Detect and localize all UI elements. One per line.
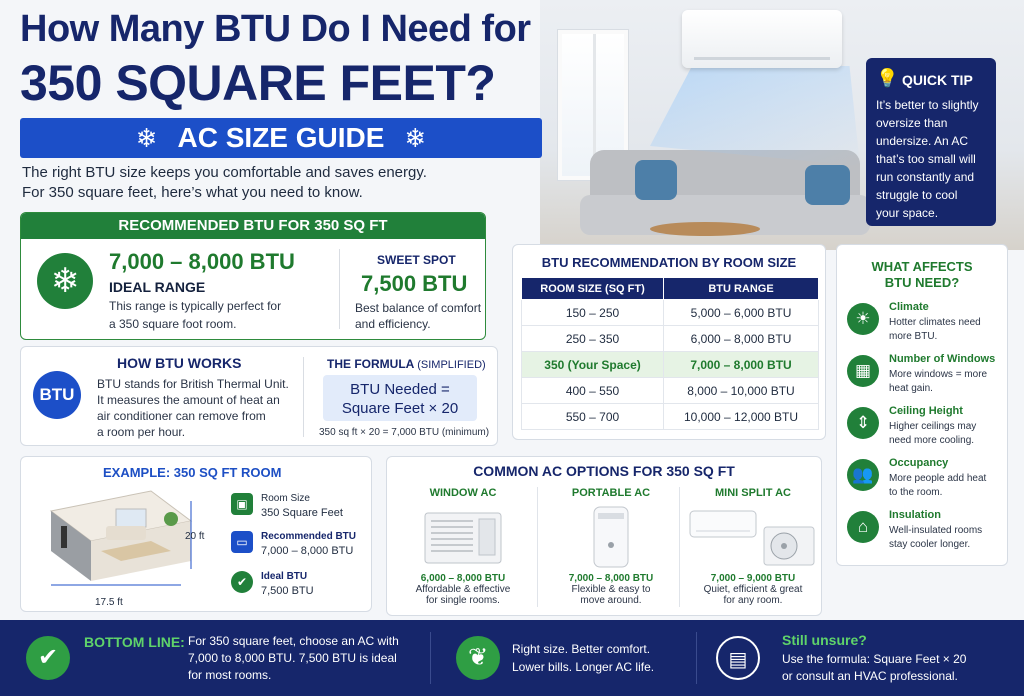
how-btu-title: HOW BTU WORKS xyxy=(117,355,242,371)
sun-icon: ☀ xyxy=(847,303,879,335)
tip-text: struggle to cool xyxy=(876,188,958,202)
window-ac-image xyxy=(423,505,503,569)
still-unsure-text: or consult an HVAC professional. xyxy=(782,669,958,683)
btu-table xyxy=(521,277,819,430)
formula-box xyxy=(323,375,477,421)
ac-options-card xyxy=(386,456,822,616)
table-header: BTU RANGE xyxy=(664,278,819,300)
sweet-spot-value: 7,500 BTU xyxy=(361,271,468,296)
ac-options-title: COMMON AC OPTIONS FOR 350 SQ FT xyxy=(473,463,735,479)
table-title: BTU RECOMMENDATION BY ROOM SIZE xyxy=(541,255,797,270)
bottom-line-text: 7,000 to 8,000 BTU. 7,500 BTU is ideal xyxy=(188,651,397,665)
recommended-heading: RECOMMENDED BTU FOR 350 SQ FT xyxy=(21,213,485,239)
quick-tip-card xyxy=(866,58,996,226)
divider xyxy=(696,632,697,684)
ideal-btu-value: 7,500 BTU xyxy=(261,585,314,597)
table-row xyxy=(522,404,819,430)
guide-banner xyxy=(20,118,542,158)
option-desc: Quiet, efficient & great xyxy=(703,584,803,595)
floor-plan-icon: ▣ xyxy=(231,493,253,515)
affects-item-title: Number of Windows xyxy=(889,353,996,365)
intro-line1: The right BTU size keeps you comfortable and saves energy. xyxy=(22,164,427,181)
table-cell: 8,000 – 10,000 BTU xyxy=(664,378,819,404)
affects-item-text: need more cooling. xyxy=(889,435,975,446)
option-range: 6,000 – 8,000 BTU xyxy=(420,573,506,584)
table-cell: 550 – 700 xyxy=(522,404,664,430)
recommended-btu-card xyxy=(20,212,486,340)
tip-text: run constantly and xyxy=(876,170,975,184)
table-row xyxy=(522,326,819,352)
house-icon: ⌂ xyxy=(847,511,879,543)
formula-title-text: THE FORMULA xyxy=(327,357,414,371)
tip-text: undersize. An AC xyxy=(876,134,969,148)
affects-item-text: stay cooler longer. xyxy=(889,539,971,550)
formula-line1: BTU Needed = xyxy=(350,381,450,398)
affects-item-title: Ceiling Height xyxy=(889,405,963,417)
affects-title: WHAT AFFECTS xyxy=(871,259,973,274)
ideal-range-desc: a 350 square foot room. xyxy=(109,317,237,331)
portable-ac-image xyxy=(586,505,636,569)
option-desc: for any room. xyxy=(723,595,783,606)
table-cell: 150 – 250 xyxy=(522,300,664,326)
table-header: ROOM SIZE (SQ FT) xyxy=(522,278,664,300)
quick-tip-title: QUICK TIP xyxy=(902,72,973,88)
room-width-label: 17.5 ft xyxy=(95,597,123,608)
affects-item-text: Hotter climates need xyxy=(889,317,981,328)
option-name: MINI SPLIT AC xyxy=(715,487,791,499)
leaf-icon: ❦ xyxy=(456,636,500,680)
table-row-highlight xyxy=(522,352,819,378)
tip-text: It’s better to slightly xyxy=(876,98,979,112)
option-range: 7,000 – 8,000 BTU xyxy=(568,573,654,584)
table-cell: 400 – 550 xyxy=(522,378,664,404)
table-cell: 250 – 350 xyxy=(522,326,664,352)
bottom-line-text: for most rooms. xyxy=(188,668,272,682)
sweet-spot-desc: and efficiency. xyxy=(355,317,431,331)
benefit-text: Right size. Better comfort. xyxy=(512,642,651,656)
recommended-btu-value: 7,000 – 8,000 BTU xyxy=(261,545,354,557)
btu-badge-icon: BTU xyxy=(33,371,81,419)
tip-text: oversize than xyxy=(876,116,948,130)
ceiling-icon: ⇕ xyxy=(847,407,879,439)
wall-ac-unit-image xyxy=(682,10,842,68)
sweet-spot-label: SWEET SPOT xyxy=(377,253,456,267)
affects-title: BTU NEED? xyxy=(884,275,960,290)
benefit-text: Lower bills. Longer AC life. xyxy=(512,660,655,674)
page-title-line2: 350 SQUARE FEET? xyxy=(20,55,496,111)
recommended-btu-label: Recommended BTU xyxy=(261,531,357,542)
sweet-spot-desc: Best balance of comfort xyxy=(355,301,482,315)
how-btu-text: air conditioner can remove from xyxy=(97,409,266,423)
snowflake-icon: ❄ xyxy=(404,122,427,153)
how-btu-text: BTU stands for British Thermal Unit. xyxy=(97,377,289,391)
formula-line2: Square Feet × 20 xyxy=(341,400,459,417)
lightbulb-icon: 💡 xyxy=(876,68,899,88)
option-desc: Affordable & effective xyxy=(415,584,511,595)
ideal-range-label: IDEAL RANGE xyxy=(109,279,206,295)
bottom-line-text: For 350 square feet, choose an AC with xyxy=(188,634,399,648)
how-btu-text: It measures the amount of heat an xyxy=(97,393,280,407)
option-range: 7,000 – 9,000 BTU xyxy=(710,573,796,584)
option-desc: for single rooms. xyxy=(426,595,500,606)
option-window-ac xyxy=(393,487,533,606)
snowflake-icon: ❄ xyxy=(37,253,93,309)
check-icon: ✔ xyxy=(26,636,70,680)
affects-item-text: to the room. xyxy=(889,487,943,498)
option-desc: move around. xyxy=(580,595,642,606)
affects-item-text: Higher ceilings may xyxy=(889,421,977,432)
option-name: WINDOW AC xyxy=(429,487,497,499)
table-row xyxy=(522,300,819,326)
option-desc: Flexible & easy to xyxy=(571,584,651,595)
people-icon: 👥 xyxy=(847,459,879,491)
divider xyxy=(537,487,538,607)
footer-bar xyxy=(0,620,1024,696)
room-size-label: Room Size xyxy=(261,493,310,504)
page-title-line1: How Many BTU Do I Need for xyxy=(20,8,531,50)
ideal-btu-label: Ideal BTU xyxy=(261,571,308,582)
option-mini-split-ac xyxy=(683,487,823,606)
formula-subtitle: (SIMPLIFIED) xyxy=(417,359,486,371)
ideal-range-desc: This range is typically perfect for xyxy=(109,299,282,313)
affects-item-text: heat gain. xyxy=(889,383,933,394)
affects-item-title: Insulation xyxy=(889,509,941,521)
btu-table-card xyxy=(512,244,826,440)
tip-text: your space. xyxy=(876,206,939,220)
room-height-label: 20 ft xyxy=(185,531,205,542)
snowflake-icon: ❄ xyxy=(135,122,158,153)
tip-text: that’s too small will xyxy=(876,152,976,166)
table-cell: 5,000 – 6,000 BTU xyxy=(664,300,819,326)
how-btu-text: a room per hour. xyxy=(97,425,186,439)
formula-title xyxy=(327,357,486,371)
ac-icon: ▭ xyxy=(231,531,253,553)
divider xyxy=(339,249,340,329)
table-cell: 7,000 – 8,000 BTU xyxy=(664,352,819,378)
room-illustration xyxy=(31,481,211,591)
bottom-line-label: BOTTOM LINE: xyxy=(84,634,185,650)
mini-split-image xyxy=(688,505,818,569)
divider xyxy=(430,632,431,684)
still-unsure-title: Still unsure? xyxy=(782,632,867,648)
affects-item-text: Well-insulated rooms xyxy=(889,525,983,536)
affects-item-text: More people add heat xyxy=(889,473,987,484)
table-cell: 10,000 – 12,000 BTU xyxy=(664,404,819,430)
formula-example: 350 sq ft × 20 = 7,000 BTU (minimum) xyxy=(319,427,490,438)
divider xyxy=(303,357,304,437)
affects-card xyxy=(836,244,1008,566)
affects-item-text: more BTU. xyxy=(889,331,938,342)
table-cell: 350 (Your Space) xyxy=(522,352,664,378)
calculator-icon: ▤ xyxy=(716,636,760,680)
ideal-range-value: 7,000 – 8,000 BTU xyxy=(109,249,295,274)
example-room-card xyxy=(20,456,372,612)
check-icon: ✔ xyxy=(231,571,253,593)
intro-line2: For 350 square feet, here’s what you need to know. xyxy=(22,184,363,201)
room-size-value: 350 Square Feet xyxy=(261,507,343,519)
affects-item-title: Climate xyxy=(889,301,929,313)
option-name: PORTABLE AC xyxy=(571,487,651,499)
window-icon: ▦ xyxy=(847,355,879,387)
divider xyxy=(679,487,680,607)
option-portable-ac xyxy=(541,487,681,606)
table-row xyxy=(522,378,819,404)
table-cell: 6,000 – 8,000 BTU xyxy=(664,326,819,352)
affects-item-title: Occupancy xyxy=(889,457,949,469)
example-title: EXAMPLE: 350 SQ FT ROOM xyxy=(103,465,282,480)
banner-text: AC SIZE GUIDE xyxy=(177,122,385,153)
affects-item-text: More windows = more xyxy=(889,369,988,380)
how-btu-works-card xyxy=(20,346,498,446)
still-unsure-text: Use the formula: Square Feet × 20 xyxy=(782,652,967,666)
